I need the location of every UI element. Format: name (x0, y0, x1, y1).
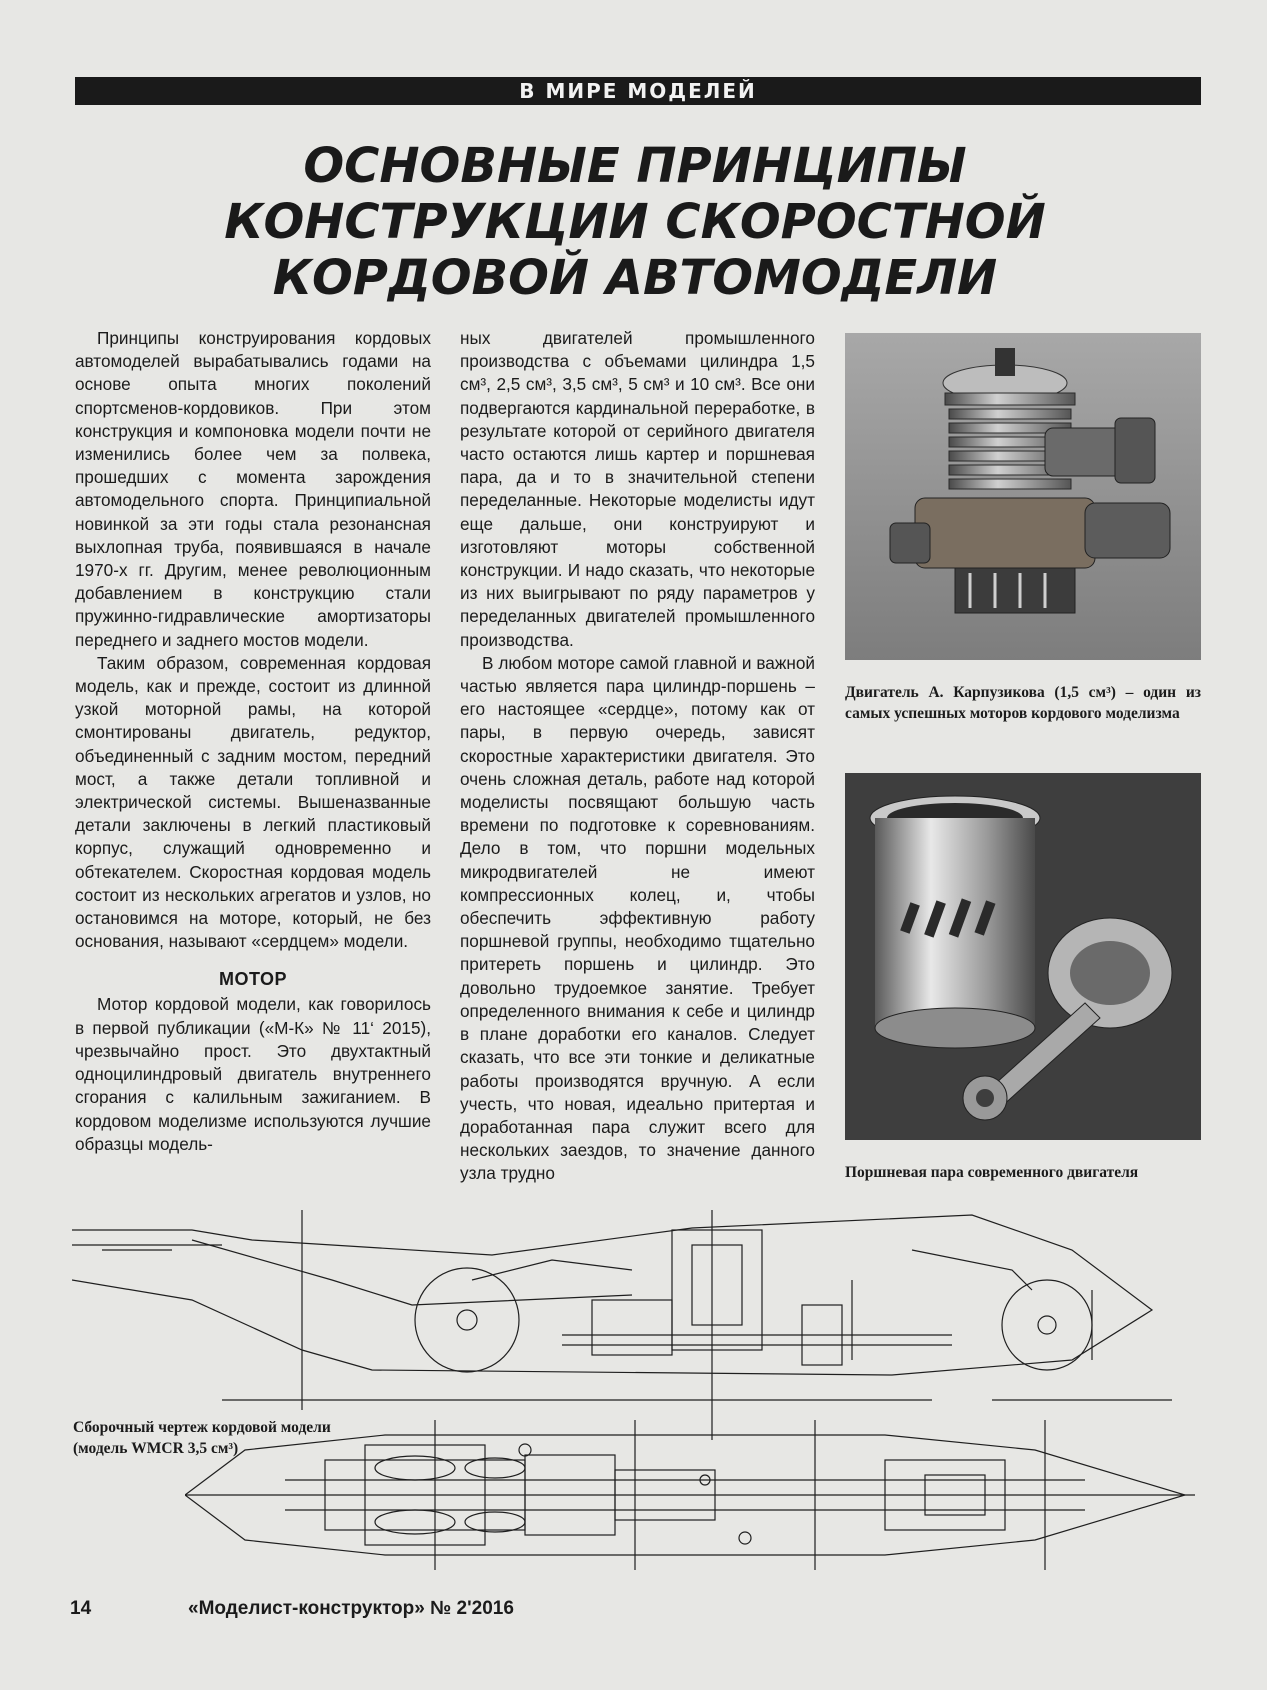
piston-caption: Поршневая пара современного двигателя (845, 1164, 1139, 1181)
text-column-2 (460, 327, 815, 1186)
piston-illustration (845, 773, 1201, 1140)
section-header: В МИРЕ МОДЕЛЕЙ (75, 77, 1201, 105)
drawing-caption-line-2: (модель WMCR 3,5 см³) (73, 1440, 239, 1457)
subheading-motor: МОТОР (218, 969, 288, 990)
magazine-issue: «Моделист-конструктор» № 2'2016 (188, 1598, 514, 1619)
title-line-1: ОСНОВНЫЕ ПРИНЦИПЫ (303, 138, 967, 194)
piston-photo (845, 773, 1201, 1140)
paragraph: ных двигателей промышленного производства с объемами цилиндра 1,5 см³, 2,5 см³, 3,5 см³, 5 см³ и 10 см³. Все они подвергаются кардинальной переработке, в результате которой от серийного двигателя часто остаются лишь картер и поршневая пара, да и то в значительной степени переделанные. Некоторые моделисты идут еще дальше, они конструируют и изготовляют моторы собственной конструкции. И надо сказать, что некоторые из них выигрывают по ряду параметров у переделанных двигателей промышленного производства. (460, 328, 815, 650)
title-line-3: КОРДОВОЙ АВТОМОДЕЛИ (272, 250, 998, 306)
engine-caption: Двигатель А. Карпузикова (1,5 см³) – один из самых успешных моторов кордового моделизма (845, 684, 1201, 722)
title-line-2: КОНСТРУКЦИИ СКОРОСТНОЙ (224, 194, 1046, 250)
drawing-caption-line-1: Сборочный чертеж кордовой модели (73, 1419, 331, 1436)
paragraph: В любом моторе самой главной и важной частью является пара цилиндр-поршень – его настоящее «сердце», потому как от пары, в первую очередь, зависят скоростные характеристики двигателя. Это очень сложная деталь, работе над которой моделисты посвящают большую часть времени по подготовке к соревнованиям. Дело в том, что поршни модельных микродвигателей не имеют компрессионных колец, и, чтобы обеспечить эффективную работу поршневой группы, необходимо тщательно притереть поршень и цилиндр. Это довольно трудоемкое занятие. Требует определенного внимания к себе и цилиндр в плане доработки его каналов. Следует сказать, что все эти тонкие и деликатные работы производятся вручную. А если учесть, что новая, идеально притертая и доработанная пара служит всего для нескольких заездов, то значение данного узла трудно (460, 652, 815, 1184)
engine-photo (845, 333, 1201, 660)
assembly-drawing-side-view (72, 1210, 1212, 1440)
text-column-1 (75, 327, 431, 1156)
engine-illustration (845, 333, 1201, 660)
article-title (70, 138, 1200, 306)
assembly-drawing-top-view (185, 1420, 1200, 1570)
paragraph: Мотор кордовой модели, как говорилось в первой публикации («М-К» № 11‘ 2015), чрезвычайно прост. Это двухтактный одноцилиндровый двигатель внутреннего сгорания с калильным зажиганием. В кордовом моделизме используются лучшие образцы модель- (75, 994, 431, 1154)
paragraph: Принципы конструирования кордовых автомоделей вырабатывались годами на основе опыта многих поколений спортсменов-кордовиков. При этом конструкция и компоновка модели почти не изменились более чем за полвека, прошедших с момента зарождения автомодельного спорта. Принципиальной новинкой за эти годы стала резонансная выхлопная труба, появившаяся в начале 1970-х гг. Другим, менее революционным добавлением в конструкцию стали пружинно-гидравлические амортизаторы переднего и заднего мостов модели. (75, 328, 431, 650)
page-number: 14 (70, 1598, 92, 1619)
paragraph: Таким образом, современная кордовая модель, как и прежде, состоит из длинной узкой моторной рамы, на которой смонтированы двигатель, редуктор, объединенный с задним мостом, передний мост, а также детали топливной и электрической системы. Вышеназванные детали заключены в легкий пластиковый корпус, служащий одновременно и обтекателем. Скоростная кордовая модель состоит из нескольких агрегатов и узлов, но остановимся на моторе, который, не без основания, называют «сердцем» модели. (75, 652, 431, 952)
